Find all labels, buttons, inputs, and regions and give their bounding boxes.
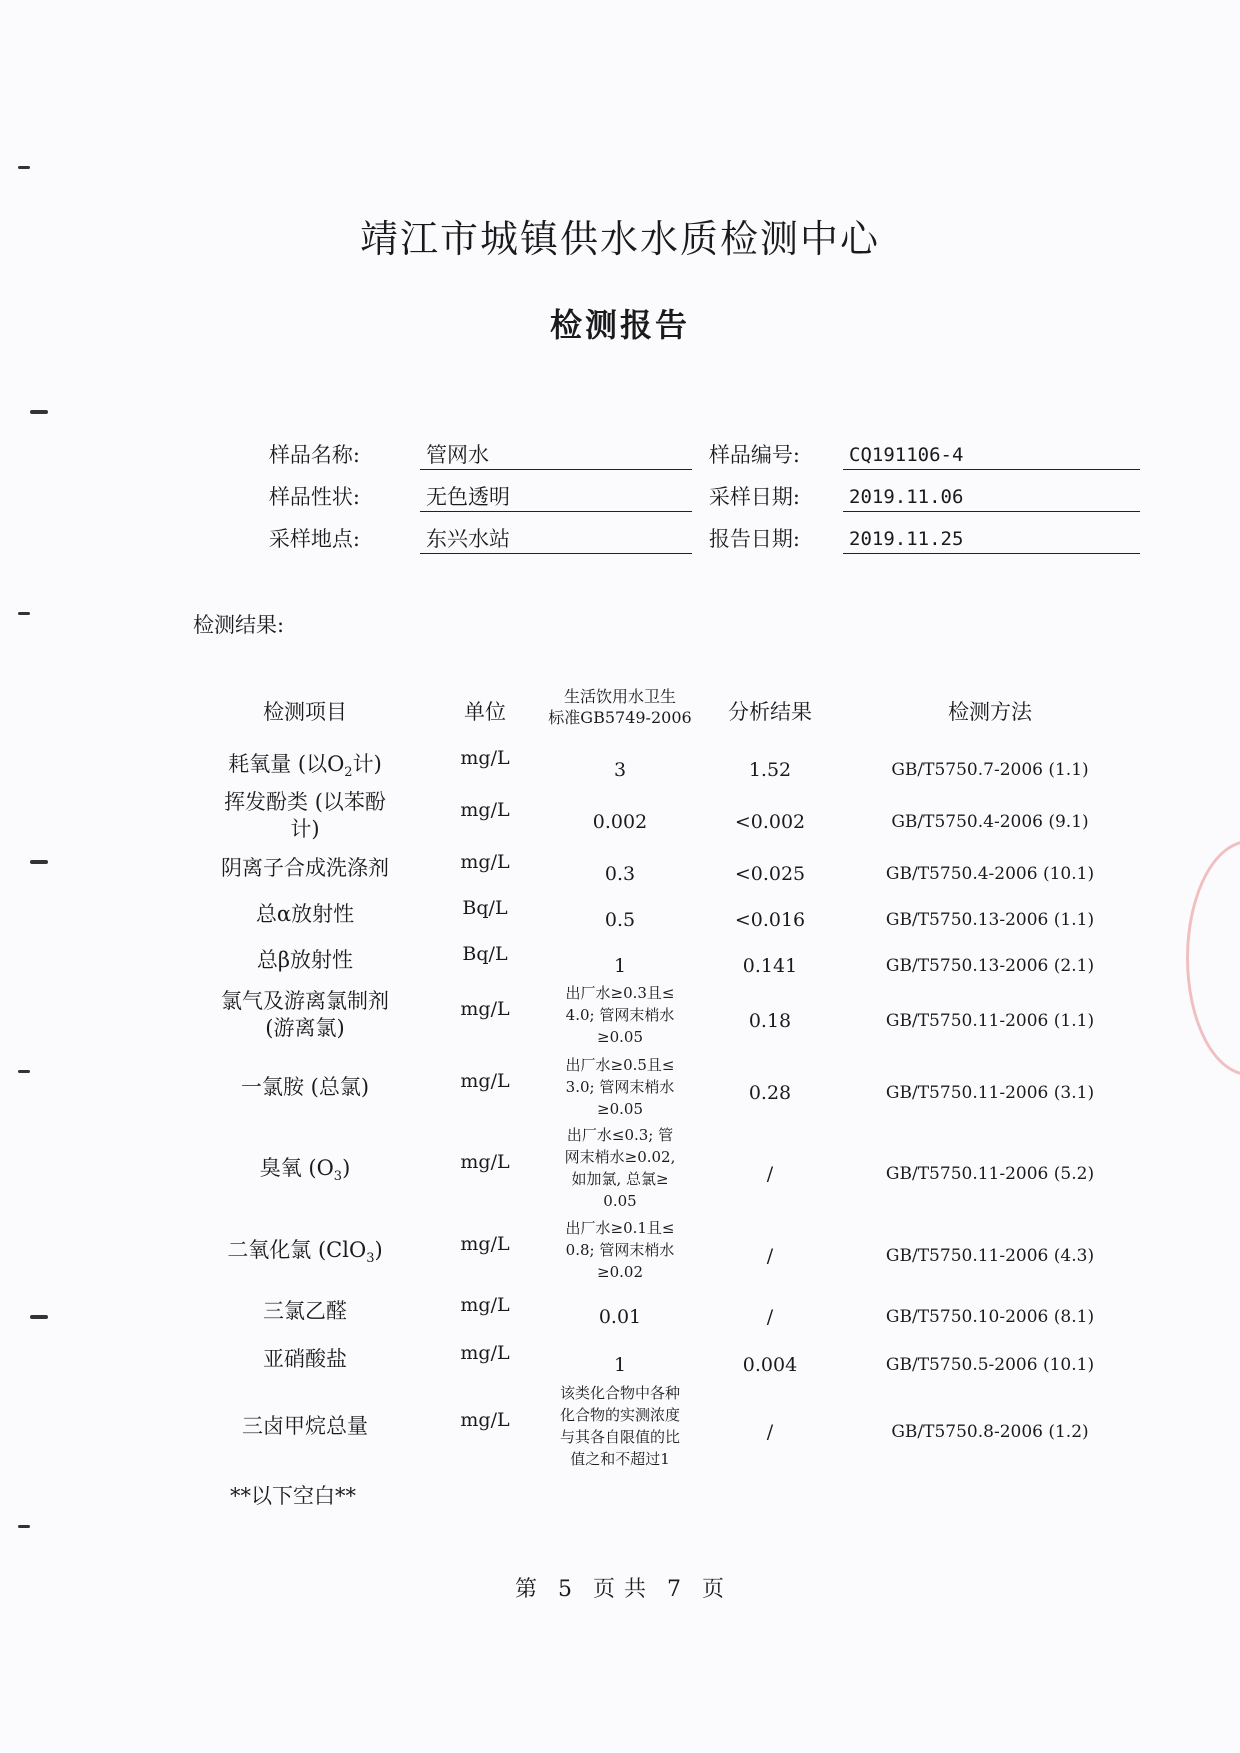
info-label-right: 采样日期: — [708, 485, 800, 509]
header-standard — [530, 686, 710, 728]
footer-prefix: 第 — [514, 1577, 538, 1602]
cell-result: 0.28 — [748, 1082, 792, 1104]
info-value-right: 2019.11.25 — [843, 524, 1140, 554]
cell-result: / — [766, 1306, 774, 1328]
cell-method: GB/T5750.5-2006 (10.1) — [885, 1355, 1095, 1375]
footer-page-total: 7 — [667, 1577, 682, 1602]
scan-mark — [18, 1070, 30, 1073]
cell-item: 总β放射性 — [256, 947, 354, 972]
cell-standard: 0.3 — [604, 863, 636, 885]
info-label-right: 样品编号: — [708, 443, 800, 467]
header-standard-line1: 生活饮用水卫生 — [563, 687, 676, 706]
cell-result: 0.004 — [742, 1354, 798, 1376]
page-footer — [0, 1572, 1240, 1603]
cell-unit: mg/L — [460, 1233, 510, 1255]
cell-unit: mg/L — [460, 1294, 510, 1316]
cell-item: 耗氧量 (以$O_2$计) — [228, 751, 382, 780]
cell-standard: 该类化合物中各种 化合物的实测浓度 与其各自限值的比 值之和不超过1 — [559, 1384, 680, 1468]
header-standard-line2: 标准GB5749-2006 — [548, 708, 692, 727]
cell-result: / — [766, 1421, 774, 1443]
cell-standard: 出厂水≥0.1且≤ 0.8; 管网末梢水 ≥0.02 — [565, 1219, 675, 1281]
cell-item: 挥发酚类 (以苯酚 计) — [224, 790, 386, 841]
cell-unit: mg/L — [460, 1070, 510, 1092]
cell-unit: mg/L — [460, 998, 510, 1020]
cell-method: GB/T5750.11-2006 (1.1) — [885, 1011, 1095, 1031]
cell-standard: 1 — [613, 1354, 627, 1376]
cell-unit: mg/L — [460, 1409, 510, 1431]
cell-method: GB/T5750.11-2006 (3.1) — [885, 1083, 1095, 1103]
results-label: 检测结果: — [193, 613, 285, 637]
footer-suffix: 页 — [702, 1577, 726, 1602]
cell-unit: mg/L — [460, 851, 510, 873]
header-unit: 单位 — [464, 700, 506, 724]
info-value-right: 2019.11.06 — [843, 482, 1140, 512]
cell-unit: mg/L — [460, 747, 510, 769]
info-label-left: 样品名称: — [268, 443, 360, 467]
cell-result: 1.52 — [748, 759, 792, 781]
cell-item: 三卤甲烷总量 — [242, 1413, 368, 1438]
info-label-left: 样品性状: — [268, 485, 360, 509]
header-item: 检测项目 — [263, 700, 347, 724]
cell-unit: Bq/L — [462, 897, 508, 919]
cell-method: GB/T5750.7-2006 (1.1) — [891, 760, 1089, 780]
cell-standard: 0.002 — [592, 811, 648, 833]
cell-result: 0.18 — [748, 1010, 792, 1032]
cell-method: GB/T5750.13-2006 (1.1) — [885, 910, 1095, 930]
scan-mark — [18, 166, 30, 169]
cell-item: 氯气及游离氯制剂 (游离氯) — [221, 989, 389, 1040]
report-title: 检测报告 — [549, 306, 690, 344]
info-value-left: 管网水 — [420, 440, 692, 470]
cell-standard: 出厂水≥0.3且≤ 4.0; 管网末梢水 ≥0.05 — [565, 984, 675, 1046]
info-label-right: 报告日期: — [708, 527, 800, 551]
cell-standard: 0.01 — [598, 1306, 642, 1328]
info-value-left: 无色透明 — [420, 482, 692, 512]
scan-mark — [18, 612, 30, 615]
scan-mark — [30, 410, 48, 414]
footer-page-current: 5 — [558, 1577, 573, 1602]
scan-mark — [30, 1315, 48, 1319]
info-value-left: 东兴水站 — [420, 524, 692, 554]
red-seal-stamp — [1186, 840, 1240, 1076]
cell-unit: mg/L — [460, 1151, 510, 1173]
scan-mark — [18, 1525, 30, 1528]
footer-middle: 页 共 — [593, 1577, 647, 1602]
cell-item: 一氯胺 (总氯) — [240, 1074, 370, 1099]
header-method: 检测方法 — [948, 700, 1032, 724]
cell-result: / — [766, 1163, 774, 1185]
cell-item: 三氯乙醛 — [263, 1298, 347, 1323]
cell-standard: 3 — [613, 759, 627, 781]
cell-item: 二氧化氯 (ClO$_3$) — [227, 1237, 383, 1266]
cell-unit: mg/L — [460, 799, 510, 821]
cell-method: GB/T5750.11-2006 (5.2) — [885, 1164, 1095, 1184]
cell-item: 臭氧 $(O_3)$ — [259, 1155, 351, 1184]
cell-method: GB/T5750.13-2006 (2.1) — [885, 956, 1095, 976]
cell-standard: 出厂水≥0.5且≤ 3.0; 管网末梢水 ≥0.05 — [565, 1056, 675, 1118]
cell-unit: Bq/L — [462, 943, 508, 965]
cell-standard: 0.5 — [604, 909, 636, 931]
cell-method: GB/T5750.11-2006 (4.3) — [885, 1246, 1095, 1266]
cell-result: <0.002 — [734, 811, 806, 833]
cell-unit: mg/L — [460, 1342, 510, 1364]
scan-mark — [30, 860, 48, 864]
cell-result: <0.016 — [734, 909, 806, 931]
cell-method: GB/T5750.4-2006 (9.1) — [891, 812, 1089, 832]
cell-standard: 出厂水≤0.3; 管 网末梢水≥0.02, 如加氯, 总氯≥ 0.05 — [564, 1126, 676, 1210]
cell-item: 阴离子合成洗涤剂 — [221, 855, 389, 880]
cell-item: 总α放射性 — [255, 901, 355, 926]
cell-standard: 1 — [613, 955, 627, 977]
cell-method: GB/T5750.10-2006 (8.1) — [885, 1307, 1095, 1327]
cell-result: / — [766, 1245, 774, 1267]
cell-method: GB/T5750.8-2006 (1.2) — [891, 1422, 1089, 1442]
header-result: 分析结果 — [728, 700, 812, 724]
cell-result: <0.025 — [734, 863, 806, 885]
info-value-right: CQ191106-4 — [843, 440, 1140, 470]
info-label-left: 采样地点: — [268, 527, 360, 551]
cell-method: GB/T5750.4-2006 (10.1) — [885, 864, 1095, 884]
organization-title: 靖江市城镇供水水质检测中心 — [359, 217, 880, 261]
blank-note: **以下空白** — [230, 1484, 356, 1508]
cell-result: 0.141 — [742, 955, 798, 977]
cell-item: 亚硝酸盐 — [263, 1346, 347, 1371]
